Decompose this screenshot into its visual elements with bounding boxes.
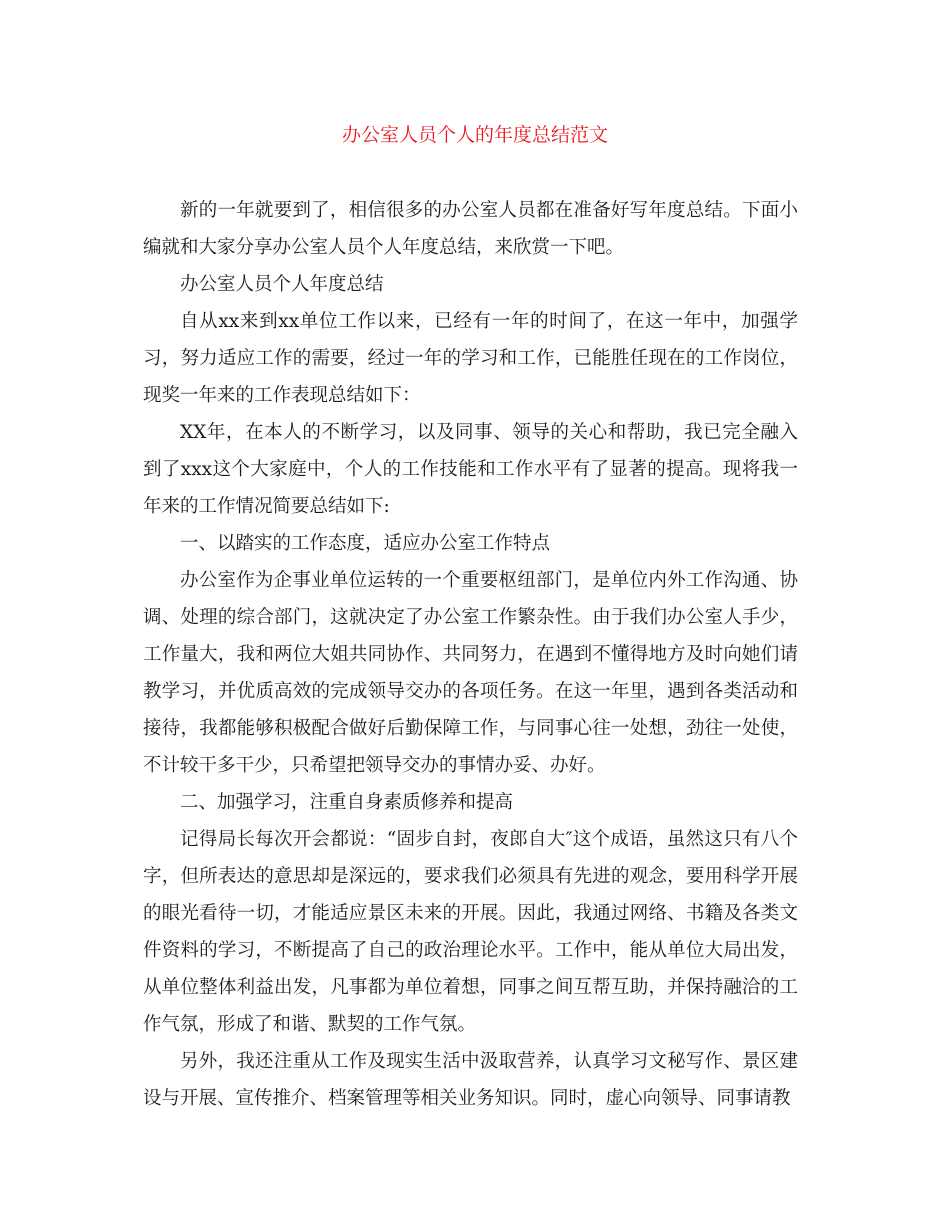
paragraph-opening: 自从xx来到xx单位工作以来，已经有一年的时间了，在这一年中，加强学习，努力适应工作的需要，经过一年的学习和工作，已能胜任现在的工作岗位，现奖一年来的工作表现总结如下： — [143, 311, 798, 406]
paragraph-intro: 新的一年就要到了，相信很多的办公室人员都在准备好写年度总结。下面小编就和大家分享办公室人员个人年度总结，来欣赏一下吧。 — [143, 200, 798, 258]
paragraph-overview: XX年，在本人的不断学习，以及同事、领导的关心和帮助，我已完全融入到了xxx这个大家庭中，个人的工作技能和工作水平有了显著的提高。现将我一年来的工作情况简要总结如下: — [143, 422, 798, 517]
document-body — [143, 192, 798, 1117]
paragraph-additional: 另外，我还注重从工作及现实生活中汲取营养，认真学习文秘写作、景区建设与开展、宣传推介、档案管理等相关业务知识。同时，虚心向领导、同事请教 — [143, 1051, 798, 1109]
paragraph-section-2: 记得局长每次开会都说：“固步自封，夜郎自大″这个成语，虽然这只有八个字，但所表达的意思却是深远的，要求我们必须具有先进的观念，要用科学开展的眼光看待一切，才能适应景区未来的开展。因此，我通过网络、书籍及各类文件资料的学习，不断提高了自己的政治理论水平。工作中，能从单位大局出发，从单位整体利益出发，凡事都为单位着想，同事之间互帮互助，并保持融洽的工作气氛，形成了和谐、默契的工作气氛。 — [143, 829, 798, 1035]
section-heading-2: 二、加强学习，注重自身素质修养和提高 — [180, 792, 514, 813]
paragraph-subtitle: 办公室人员个人年度总结 — [180, 274, 384, 295]
document-title: 办公室人员个人的年度总结范文 — [341, 124, 608, 146]
section-heading-1: 一、以踏实的工作态度，适应办公室工作特点 — [180, 533, 551, 554]
paragraph-section-1: 办公室作为企事业单位运转的一个重要枢纽部门，是单位内外工作沟通、协调、处理的综合部门，这就决定了办公室工作繁杂性。由于我们办公室人手少，工作量大，我和两位大姐共同协作、共同努力，在遇到不懂得地方及时向她们请教学习，并优质高效的完成领导交办的各项任务。在这一年里，遇到各类活动和接待，我都能够积极配合做好后勤保障工作，与同事心往一处想，劲往一处使，不计较干多干少，只希望把领导交办的事情办妥、办好。 — [143, 570, 798, 776]
